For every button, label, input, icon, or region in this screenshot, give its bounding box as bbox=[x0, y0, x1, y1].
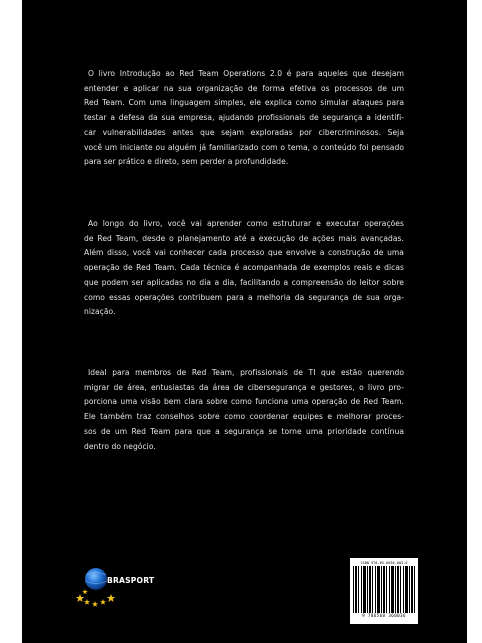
text-line: migrar de área, entusiastas da área de cibersegurança e gestores, o livro pro- bbox=[84, 382, 404, 392]
publisher-logo bbox=[74, 566, 174, 610]
text-line: dentro do negócio. bbox=[84, 441, 156, 451]
text-line: para ser prático e direto, sem perder a profundidade. bbox=[84, 157, 289, 167]
back-cover bbox=[22, 0, 467, 643]
text-line: entender e aplicar na sua organização de forma efetiva os processos de um bbox=[84, 83, 404, 93]
text-line: Ele também traz conselhos sobre como coordenar equipes e melhorar proces- bbox=[84, 412, 404, 422]
publisher-name: BRASPORT bbox=[107, 576, 155, 585]
text-line: Além disso, você vai conhecer cada processo que envolve a construção de uma bbox=[84, 248, 404, 258]
text-line: como essas operações contribuem para a melhoria da segurança de sua orga- bbox=[84, 292, 404, 302]
text-line: operação de Red Team. Cada técnica é acompanhada de exemplos reais e dicas bbox=[84, 263, 404, 273]
barcode-bars bbox=[353, 566, 415, 613]
text-line: Ao longo do livro, você vai aprender como estruturar e executar operações bbox=[88, 219, 404, 228]
synopsis-paragraph-2 bbox=[84, 217, 404, 320]
isbn-barcode bbox=[350, 558, 418, 624]
isbn-digits: 9 786560 360036 bbox=[362, 613, 406, 618]
text-line: Ideal para membros de Red Team, profissionais de TI que estão querendo bbox=[88, 368, 404, 377]
text-line: sos de um Red Team para que a segurança se torne uma prioridade contínua bbox=[84, 426, 404, 436]
text-line: testar a defesa da sua empresa, ajudando profissionais de segurança a identifi- bbox=[84, 113, 404, 123]
globe-stars-icon bbox=[74, 566, 174, 610]
text-line: de Red Team, desde o planejamento até a execução de ações mais avançadas. bbox=[84, 233, 404, 243]
text-line: que podem ser aplicadas no dia a dia, facilitando a compreensão do leitor sobre bbox=[84, 277, 404, 287]
text-line: nização. bbox=[84, 307, 116, 317]
text-line: porciona uma visão bem clara sobre como funciona uma operação de Red Team. bbox=[84, 397, 404, 407]
text-line: Red Team. Com uma linguagem simples, ele explica como simular ataques para bbox=[84, 98, 404, 108]
synopsis-paragraph-3 bbox=[84, 366, 404, 454]
synopsis-paragraph-1 bbox=[84, 67, 404, 170]
text-line: car vulnerabilidades antes que sejam exploradas por cibercriminosos. Seja bbox=[84, 127, 404, 137]
text-line: você um iniciante ou alguém já familiarizado com o tema, o conteúdo foi pensado bbox=[84, 142, 404, 152]
text-line: O livro Introdução ao Red Team Operations 2.0 é para aqueles que desejam bbox=[88, 69, 404, 78]
isbn-label: ISBN 978-65-6036-003-6 bbox=[360, 561, 408, 565]
